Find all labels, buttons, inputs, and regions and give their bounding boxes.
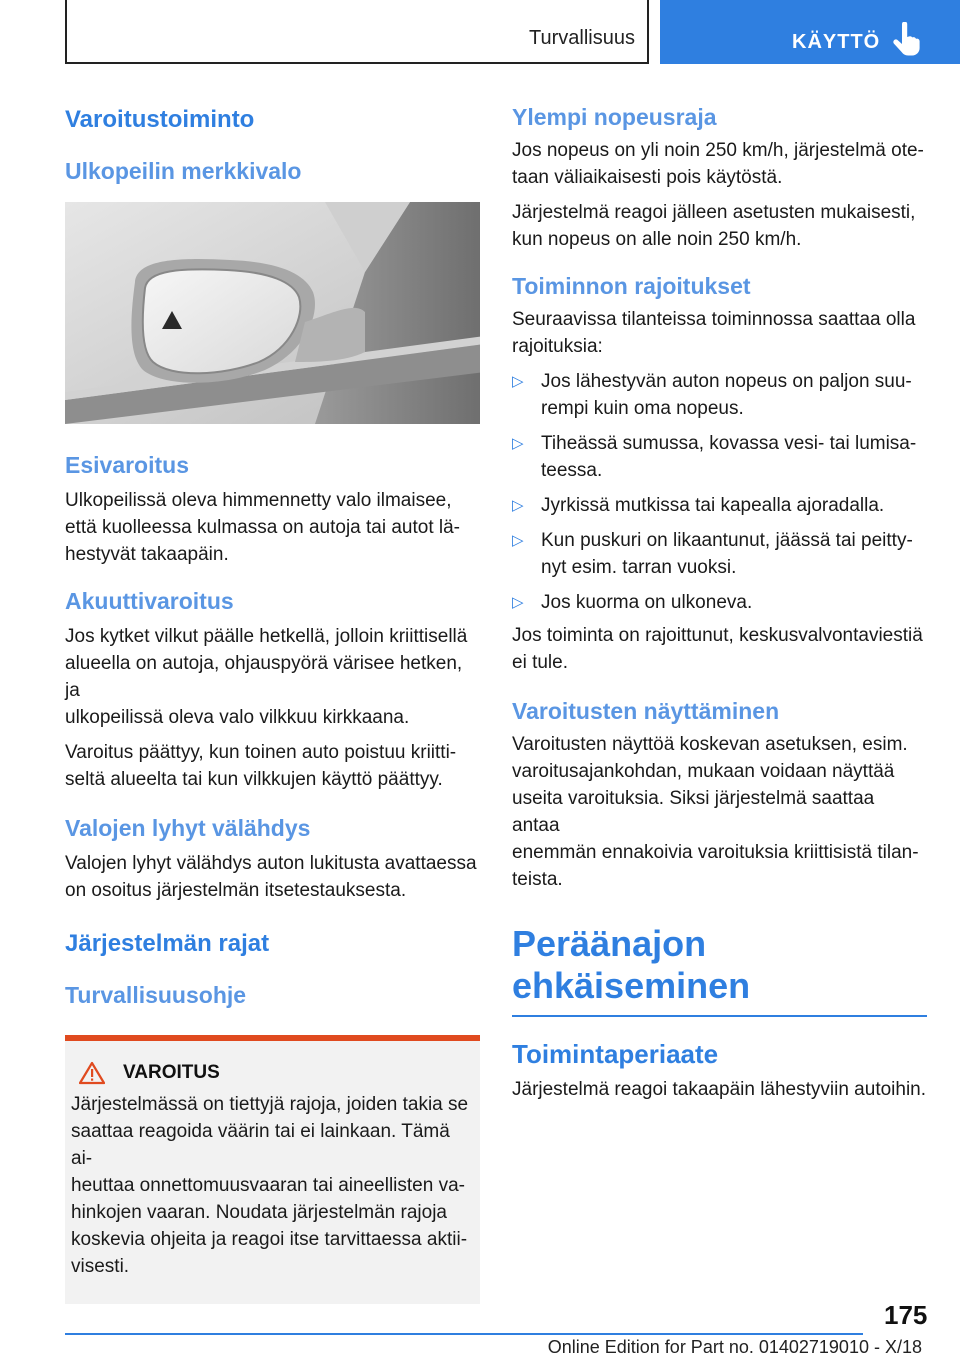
paragraph-ylempi-2: Järjestelmä reagoi jälleen asetusten mukaisesti, kun nopeus on alle noin 250 km/h. [512, 202, 916, 250]
paragraph-rajoitukset-intro: Seuraavissa tilanteissa toiminnossa saattaa olla rajoituksia: [512, 309, 916, 357]
header-chapter-title: KÄYTTÖ [792, 31, 881, 53]
paragraph-valojen: Valojen lyhyt välähdys auton lukitusta avattaessa on osoitus järjestelmän itsetestauksesta. [65, 853, 477, 901]
limitations-list [512, 368, 927, 616]
paragraph-esivaroitus: Ulkopeilissä oleva himmennetty valo ilmaisee, että kuolleessa kulmassa on autoja tai autot lä‐ hestyvät takaapäin. [65, 490, 461, 565]
paragraph-ylempi-1: Jos nopeus on yli noin 250 km/h, järjestelmä ote‐ taan väliaikaisesti pois käytöstä. [512, 140, 924, 188]
heading-ulkopeilin-merkkivalo: Ulkopeilin merkkivalo [65, 158, 302, 184]
heading-akuuttivaroitus: Akuuttivaroitus [65, 588, 234, 614]
paragraph-rajoitukset-end: Jos toiminta on rajoittunut, keskusvalvontaviestiä ei tule. [512, 625, 923, 673]
list-item: ▷ Kun puskuri on likaantunut, jäässä tai peitty‐ nyt esim. tarran vuoksi. [512, 527, 927, 581]
page-number: 175 [884, 1300, 928, 1330]
header-chapter-tab [660, 0, 960, 64]
list-item: ▷ Jos lähestyvän auton nopeus on paljon suu‐ rempi kuin oma nopeus. [512, 368, 927, 422]
warning-text: Järjestelmässä on tiettyjä rajoja, joiden takia se saattaa reagoida väärin tai ei lainkaan. Tämä ai‐ heuttaa onnettomuusvaaran tai aineellisten va‐ hinkojen vaaran. Noudata järjestelmän rajoja koskevia ohjeita ja reagoi itse tarvittaessa aktii‐ visesti. [71, 1094, 469, 1277]
paragraph-toimintaperiaate: Järjestelmä reagoi takaapäin lähestyviin autoihin. [512, 1079, 927, 1100]
footer-edition-text: Online Edition for Part no. 01402719010 - X/18 [547, 1337, 922, 1357]
list-item: ▷ Tiheässä sumussa, kovassa vesi- tai lumisa‐ teessa. [512, 430, 927, 484]
triangle-bullet-icon: ▷ [512, 497, 524, 514]
footer-divider [65, 1333, 863, 1335]
hand-pointer-icon [892, 22, 920, 56]
triangle-bullet-icon: ▷ [512, 373, 524, 390]
paragraph-akuuttivaroitus-1: Jos kytket vilkut päälle hetkellä, jolloin kriittisellä alueella on autoja, ohjauspyörä värisee hetken, ja ulkopeilissä oleva valo vilkkuu kirkkaana. [65, 626, 468, 728]
paragraph-akuuttivaroitus-2: Varoitus päättyy, kun toinen auto poistuu kriitti‐ seltä alueelta tai kun vilkkujen käyttö päättyy. [65, 742, 457, 790]
heading-peraanajon-ehkaiseminen: Peräänajon ehkäiseminen [512, 923, 751, 1006]
heading-turvallisuusohje: Turvallisuusohje [65, 982, 247, 1008]
header-section-title: Turvallisuus [529, 27, 635, 49]
heading-toiminnon-rajoitukset: Toiminnon rajoitukset [512, 273, 751, 299]
side-mirror-warning-light-icon [65, 202, 480, 424]
warning-header [71, 1061, 470, 1085]
right-column [512, 96, 927, 1103]
warning-box [65, 1035, 480, 1304]
heading-ylempi-nopeusraja: Ylempi nopeusraja [512, 104, 717, 130]
heading-toimintaperiaate: Toimintaperiaate [512, 1039, 719, 1069]
left-column [65, 96, 480, 1304]
heading-varoitustoiminto: Varoitustoiminto [65, 106, 255, 133]
triangle-bullet-icon: ▷ [512, 435, 524, 452]
heading-varoitusten-nayttaminen: Varoitusten näyttäminen [512, 698, 780, 724]
warning-triangle-icon [79, 1061, 105, 1085]
list-item: ▷ Jos kuorma on ulkoneva. [512, 589, 927, 616]
section-divider [512, 1015, 927, 1017]
triangle-bullet-icon: ▷ [512, 594, 524, 611]
heading-jarjestelman-rajat: Järjestelmän rajat [65, 930, 270, 957]
paragraph-nayttaminen: Varoitusten näyttöä koskevan asetuksen, esim. varoitusajankohdan, mukaan voidaan näyttää useita varoituksia. Siksi järjestelmä saattaa antaa enemmän ennakoivia varoituksia kriittisistä tilan‐ teista. [512, 734, 919, 890]
list-item: ▷ Jyrkissä mutkissa tai kapealla ajoradalla. [512, 492, 927, 519]
heading-valojen-lyhyt-valahdys: Valojen lyhyt välähdys [65, 815, 311, 841]
heading-esivaroitus: Esivaroitus [65, 452, 189, 478]
header-section-box [65, 0, 649, 64]
warning-title: VAROITUS [123, 1062, 220, 1083]
triangle-bullet-icon: ▷ [512, 532, 524, 549]
